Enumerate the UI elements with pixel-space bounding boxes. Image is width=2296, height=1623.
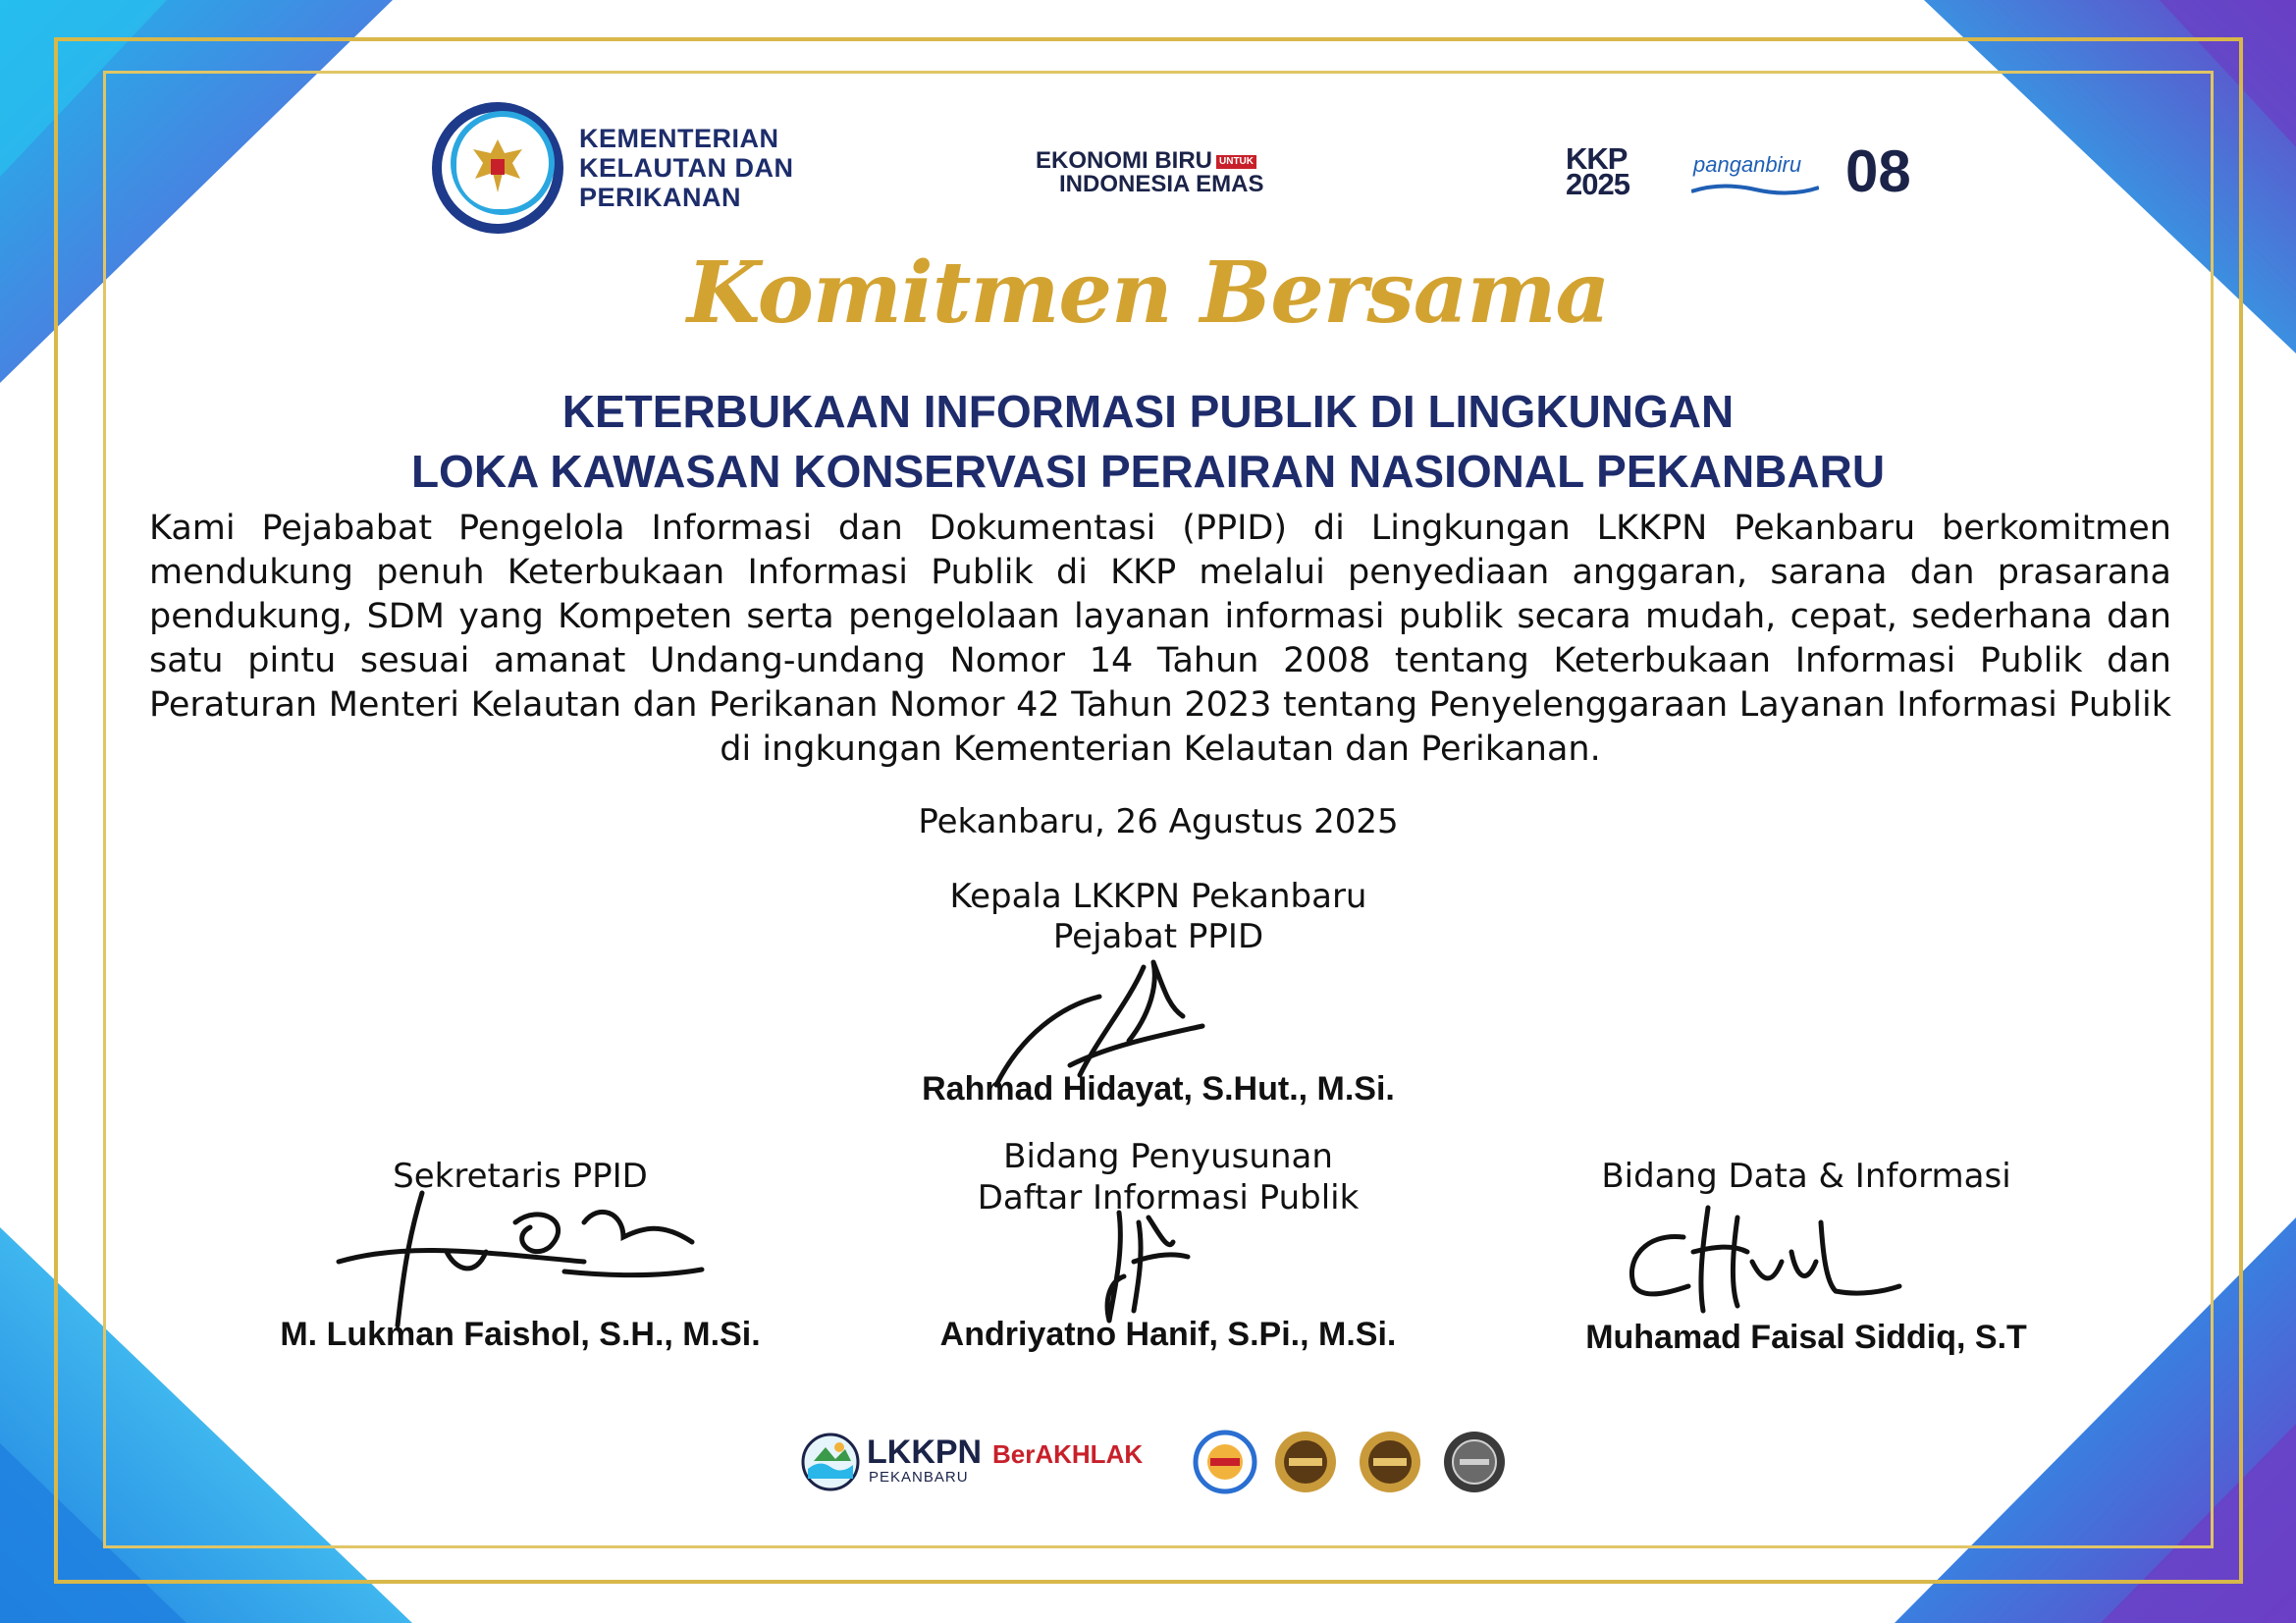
ekonomi-line1: EKONOMI BIRU xyxy=(1036,147,1212,174)
garuda-emblem-icon xyxy=(432,102,563,234)
compiler-name: Andriyatno Hanif, S.Pi., M.Si. xyxy=(939,1316,1397,1353)
pangan-biru-logo: panganbiru xyxy=(1693,152,1802,177)
lkkpn-logo-text: LKKPN xyxy=(867,1434,983,1471)
ministry-name xyxy=(579,124,793,212)
prabowo-08-logo: 08 xyxy=(1845,138,1911,204)
iso-badge-icon xyxy=(1358,1430,1422,1494)
script-title: Komitmen Bersama xyxy=(686,243,1610,343)
berakhlak-logo: BerAKHLAK xyxy=(992,1439,1144,1469)
ekonomi-line2: INDONESIA EMAS xyxy=(1059,171,1264,197)
compiler-signature xyxy=(1090,1203,1207,1330)
ekonomi-biru-logo xyxy=(1036,149,1301,204)
kkp-2025-line1: KKP xyxy=(1566,141,1628,176)
right-logos xyxy=(1566,138,1939,211)
compiler-role-line1: Bidang Penyusunan xyxy=(1003,1137,1333,1176)
ministry-logo xyxy=(432,102,844,234)
certification-badge-icon xyxy=(1442,1430,1507,1494)
head-name: Rahmad Hidayat, S.Hut., M.Si. xyxy=(922,1070,1395,1108)
ministry-line: PERIKANAN xyxy=(579,183,742,212)
lkkpn-logo-subtext: PEKANBARU xyxy=(869,1469,969,1486)
secretary-name: M. Lukman Faishol, S.H., M.Si. xyxy=(280,1316,761,1353)
main-heading-line1: KETERBUKAAN INFORMASI PUBLIK DI LINGKUNGAN xyxy=(561,386,1735,437)
secretary-signature xyxy=(329,1183,712,1330)
kkp-2025-logo xyxy=(1566,141,1629,201)
data-signature xyxy=(1615,1193,1909,1321)
commitment-body: Kami Pejababat Pengelola Informasi dan Dokumentasi (PPID) di Lingkungan LKKPN Pekanbaru berkomitmen mendukung penuh Keterbukaan Informasi Publik di KKP melalui penyediaan anggaran, sarana dan prasarana pendukung, SDM yang Kompeten serta pengelolaan layanan informasi publik secara mudah, cepat, sederhana dan satu pintu sesuai amanat Undang-undang Nomor 14 Tahun 2008 tentang Keterbukaan Informasi Publik dan Peraturan Menteri Kelautan dan Perikanan Nomor 42 Tahun 2023 tentang Penyelenggaraan Layanan Informasi Publik di ingkungan Kementerian Kelautan dan Perikanan. xyxy=(149,509,2171,769)
footer-logos xyxy=(800,1430,1507,1498)
lkkpn-emblem-icon xyxy=(800,1432,861,1492)
head-role-line1: Kepala LKKPN Pekanbaru xyxy=(949,877,1367,916)
secretary-role: Sekretaris PPID xyxy=(393,1157,648,1196)
zona-integritas-badge-icon xyxy=(1193,1430,1257,1494)
kkp-2025-line2: 2025 xyxy=(1566,167,1629,201)
head-role-line2: Pejabat PPID xyxy=(1052,917,1264,956)
iso-badge-icon xyxy=(1273,1430,1338,1494)
ministry-line: KEMENTERIAN xyxy=(579,124,779,153)
ekonomi-untuk-badge: UNTUK xyxy=(1216,155,1256,169)
data-name: Muhamad Faisal Siddiq, S.T xyxy=(1585,1319,2027,1356)
data-role: Bidang Data & Informasi xyxy=(1601,1157,2011,1196)
main-heading-line2: LOKA KAWASAN KONSERVASI PERAIRAN NASIONAL PEKANBARU xyxy=(410,446,1886,497)
pangan-biru-wave-icon xyxy=(1691,182,1819,197)
signing-date: Pekanbaru, 26 Agustus 2025 xyxy=(918,802,1399,841)
ministry-line: KELAUTAN DAN xyxy=(579,153,794,183)
compiler-role-line2: Daftar Informasi Publik xyxy=(977,1178,1360,1217)
